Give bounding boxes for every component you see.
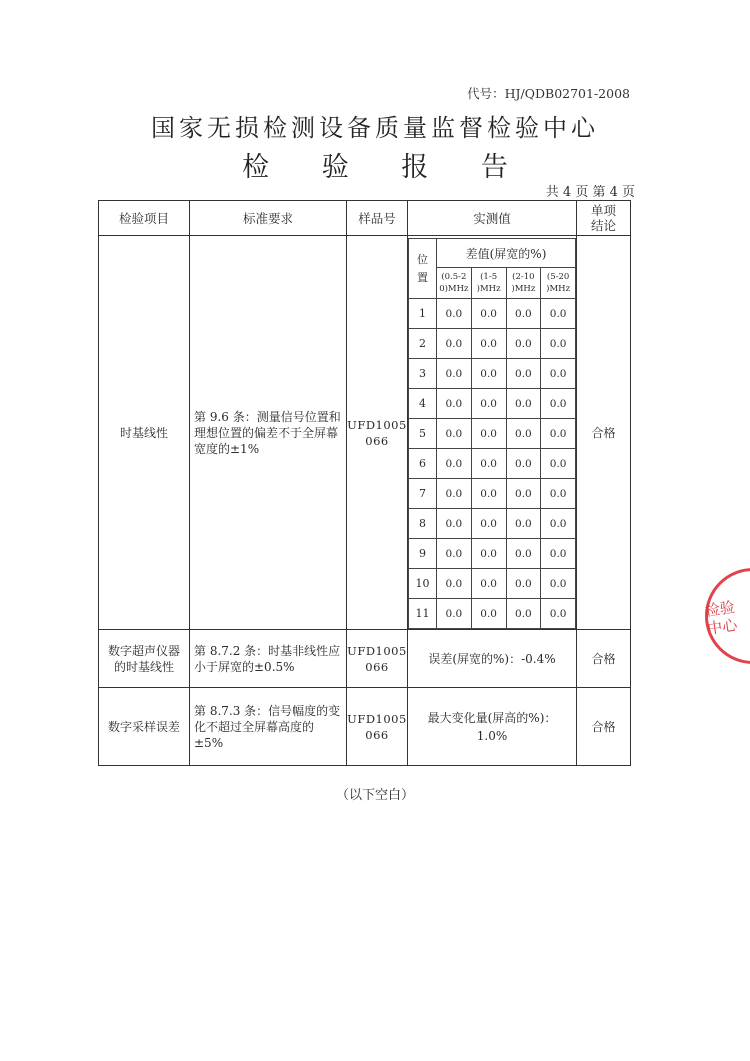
- center-title: 国家无损检测设备质量监督检验中心: [151, 114, 599, 142]
- value-cell: 0.0: [541, 419, 576, 449]
- header-measured: 实测值: [408, 201, 577, 236]
- position-cell: 10: [409, 569, 437, 599]
- position-cell: 3: [409, 359, 437, 389]
- value-cell: 0.0: [541, 479, 576, 509]
- band-header: (2-10 )MHz: [506, 268, 541, 299]
- value-cell: 0.0: [506, 329, 541, 359]
- value-cell: 0.0: [471, 359, 506, 389]
- header-conclusion: 单项 结论: [577, 201, 631, 236]
- measure-row: [409, 329, 576, 359]
- conclusion-cell: 合格: [577, 630, 631, 688]
- item-cell: 数字采样误差: [99, 688, 190, 766]
- value-cell: 0.0: [506, 419, 541, 449]
- value-cell: 0.0: [437, 329, 472, 359]
- value-cell: 0.0: [471, 329, 506, 359]
- value-cell: 0.0: [506, 539, 541, 569]
- value-cell: 0.0: [506, 599, 541, 629]
- requirement-cell: 第 8.7.2 条：时基非线性应小于屏宽的±0.5%: [190, 630, 347, 688]
- value-cell: 0.0: [506, 389, 541, 419]
- item-cell: 时基线性: [99, 236, 190, 630]
- value-cell: 0.0: [471, 569, 506, 599]
- value-cell: 0.0: [471, 299, 506, 329]
- value-cell: 0.0: [506, 449, 541, 479]
- measured-cell: 误差(屏宽的%)：-0.4%: [408, 630, 577, 688]
- position-cell: 6: [409, 449, 437, 479]
- requirement-cell: 第 9.6 条：测量信号位置和理想位置的偏差不于全屏幕宽度的±1%: [190, 236, 347, 630]
- value-cell: 0.0: [437, 509, 472, 539]
- measured-cell: [408, 236, 577, 630]
- position-cell: 1: [409, 299, 437, 329]
- value-cell: 0.0: [541, 359, 576, 389]
- sample-cell: UFD1005 066: [347, 630, 408, 688]
- measure-row: [409, 569, 576, 599]
- measure-row: [409, 359, 576, 389]
- header-item: 检验项目: [99, 201, 190, 236]
- value-cell: 0.0: [471, 539, 506, 569]
- page-info: 共 4 页 第 4 页: [545, 185, 635, 200]
- position-cell: 7: [409, 479, 437, 509]
- band-header: (1-5 )MHz: [471, 268, 506, 299]
- value-cell: 0.0: [506, 569, 541, 599]
- value-cell: 0.0: [541, 539, 576, 569]
- conclusion-cell: 合格: [577, 236, 631, 630]
- document-code: 代号：HJ/QDB02701-2008: [467, 86, 630, 101]
- seal-text: 检验中心: [703, 598, 739, 638]
- position-cell: 11: [409, 599, 437, 629]
- requirement-cell: 第 8.7.3 条：信号幅度的变化不超过全屏幕高度的±5%: [190, 688, 347, 766]
- measure-row: [409, 509, 576, 539]
- value-cell: 0.0: [506, 479, 541, 509]
- inspection-table: [98, 200, 631, 766]
- value-cell: 0.0: [506, 359, 541, 389]
- diff-header: 差值(屏宽的%): [437, 239, 576, 268]
- band-header: (5-20 )MHz: [541, 268, 576, 299]
- value-cell: 0.0: [506, 299, 541, 329]
- sample-cell: UFD1005 066: [347, 688, 408, 766]
- value-cell: 0.0: [471, 389, 506, 419]
- measure-row: [409, 599, 576, 629]
- position-cell: 5: [409, 419, 437, 449]
- blank-note: （以下空白）: [335, 788, 414, 803]
- item-cell: 数字超声仪器的时基线性: [99, 630, 190, 688]
- measure-row: [409, 479, 576, 509]
- header-sample: 样品号: [347, 201, 408, 236]
- value-cell: 0.0: [471, 419, 506, 449]
- measure-row: [409, 419, 576, 449]
- value-cell: 0.0: [471, 479, 506, 509]
- value-cell: 0.0: [541, 329, 576, 359]
- position-cell: 9: [409, 539, 437, 569]
- value-cell: 0.0: [437, 419, 472, 449]
- band-header: (0.5-2 0)MHz: [437, 268, 472, 299]
- value-cell: 0.0: [541, 449, 576, 479]
- position-header: 位 置: [409, 239, 437, 299]
- sample-cell: UFD1005 066: [347, 236, 408, 630]
- measured-cell: 最大变化量(屏高的%)：1.0%: [408, 688, 577, 766]
- value-cell: 0.0: [541, 599, 576, 629]
- position-cell: 2: [409, 329, 437, 359]
- value-cell: 0.0: [541, 569, 576, 599]
- value-cell: 0.0: [541, 389, 576, 419]
- measure-row: [409, 299, 576, 329]
- value-cell: 0.0: [437, 359, 472, 389]
- position-cell: 4: [409, 389, 437, 419]
- value-cell: 0.0: [437, 479, 472, 509]
- value-cell: 0.0: [506, 509, 541, 539]
- report-title: 检 验 报 告: [242, 152, 530, 183]
- value-cell: 0.0: [437, 389, 472, 419]
- measure-row: [409, 389, 576, 419]
- measure-row: [409, 449, 576, 479]
- position-cell: 8: [409, 509, 437, 539]
- value-cell: 0.0: [437, 569, 472, 599]
- value-cell: 0.0: [437, 299, 472, 329]
- measured-table: [408, 238, 576, 629]
- value-cell: 0.0: [541, 509, 576, 539]
- value-cell: 0.0: [471, 449, 506, 479]
- value-cell: 0.0: [437, 539, 472, 569]
- value-cell: 0.0: [437, 449, 472, 479]
- measure-row: [409, 539, 576, 569]
- value-cell: 0.0: [471, 509, 506, 539]
- value-cell: 0.0: [471, 599, 506, 629]
- header-requirement: 标准要求: [190, 201, 347, 236]
- value-cell: 0.0: [437, 599, 472, 629]
- conclusion-cell: 合格: [577, 688, 631, 766]
- value-cell: 0.0: [541, 299, 576, 329]
